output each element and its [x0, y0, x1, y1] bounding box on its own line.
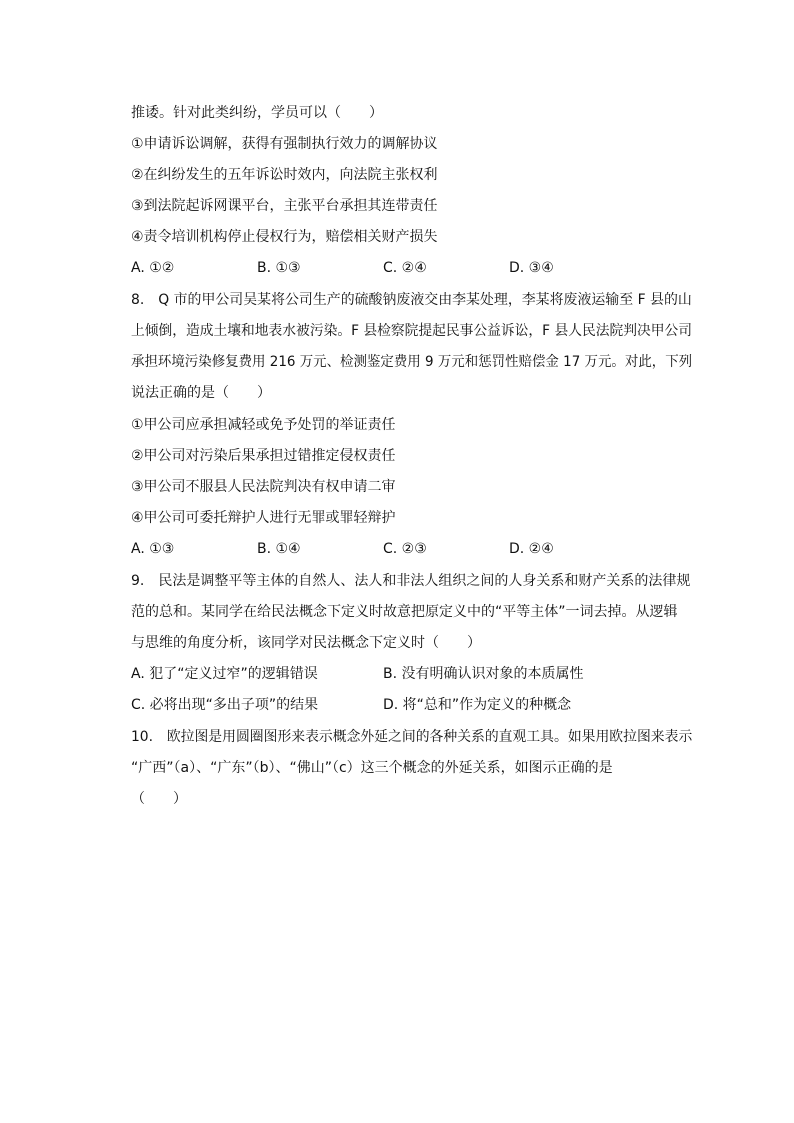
q8-stem-line-4: 说法正确的是（ ）: [131, 385, 271, 401]
q8-statement-4: ④甲公司可委托辩护人进行无罪或罪轻辩护: [131, 510, 396, 526]
q8-option-b: B. ①④: [257, 541, 301, 557]
q7-option-c: C. ②④: [383, 260, 427, 276]
q9-option-a: A. 犯了“定义过窄”的逻辑错误: [131, 666, 318, 682]
q9-stem-line-2: 范的总和。某同学在给民法概念下定义时故意把原定义中的“平等主体”一词去掉。从逻辑: [131, 604, 678, 620]
q7-statement-4: ④责令培训机构停止侵权行为，赔偿相关财产损失: [131, 229, 438, 245]
q8-stem-line-3: 承担环境污染修复费用 216 万元、检测鉴定费用 9 万元和惩罚性赔偿金 17 万元。对此，下列: [131, 354, 693, 370]
q8-stem-line-1: 8. Q 市的甲公司吴某将公司生产的硫酸钠废液交由李某处理，李某将废液运输至 F 县的山: [131, 292, 692, 308]
q7-option-b: B. ①③: [257, 260, 301, 276]
q8-statement-2: ②甲公司对污染后果承担过错推定侵权责任: [131, 448, 396, 464]
q7-stem-tail: 推诿。针对此类纠纷，学员可以（ ）: [131, 105, 383, 121]
q8-option-a: A. ①③: [131, 541, 175, 557]
q9-stem-line-3: 与思维的角度分析，该同学对民法概念下定义时（ ）: [131, 635, 481, 651]
q9-option-d: D. 将“总和”作为定义的种概念: [383, 697, 572, 713]
q8-statement-3: ③甲公司不服县人民法院判决有权申请二审: [131, 479, 396, 495]
q10-stem-line-3: （ ）: [131, 791, 187, 807]
q8-stem-line-2: 上倾倒，造成土壤和地表水被污染。F 县检察院提起民事公益诉讼，F 县人民法院判决甲公司: [131, 323, 693, 339]
q7-option-d: D. ③④: [509, 260, 554, 276]
q8-statement-1: ①甲公司应承担减轻或免予处罚的举证责任: [131, 417, 396, 433]
q8-option-c: C. ②③: [383, 541, 427, 557]
q7-statement-2: ②在纠纷发生的五年诉讼时效内，向法院主张权利: [131, 167, 438, 183]
q7-statement-1: ①申请诉讼调解，获得有强制执行效力的调解协议: [131, 136, 438, 152]
q8-option-d: D. ②④: [509, 541, 554, 557]
q9-stem-line-1: 9. 民法是调整平等主体的自然人、法人和非法人组织之间的人身关系和财产关系的法律规: [131, 573, 691, 589]
q10-stem-line-2: “广西”（a）、“广东”（b）、“佛山”（c）这三个概念的外延关系，如图示正确的是: [131, 760, 613, 776]
q10-stem-line-1: 10. 欧拉图是用圆圈图形来表示概念外延之间的各种关系的直观工具。如果用欧拉图来表示: [131, 729, 693, 745]
q7-option-a: A. ①②: [131, 260, 175, 276]
q7-statement-3: ③到法院起诉网课平台，主张平台承担其连带责任: [131, 198, 438, 214]
q9-option-b: B. 没有明确认识对象的本质属性: [383, 666, 584, 682]
q9-option-c: C. 必将出现“多出子项”的结果: [131, 697, 319, 713]
